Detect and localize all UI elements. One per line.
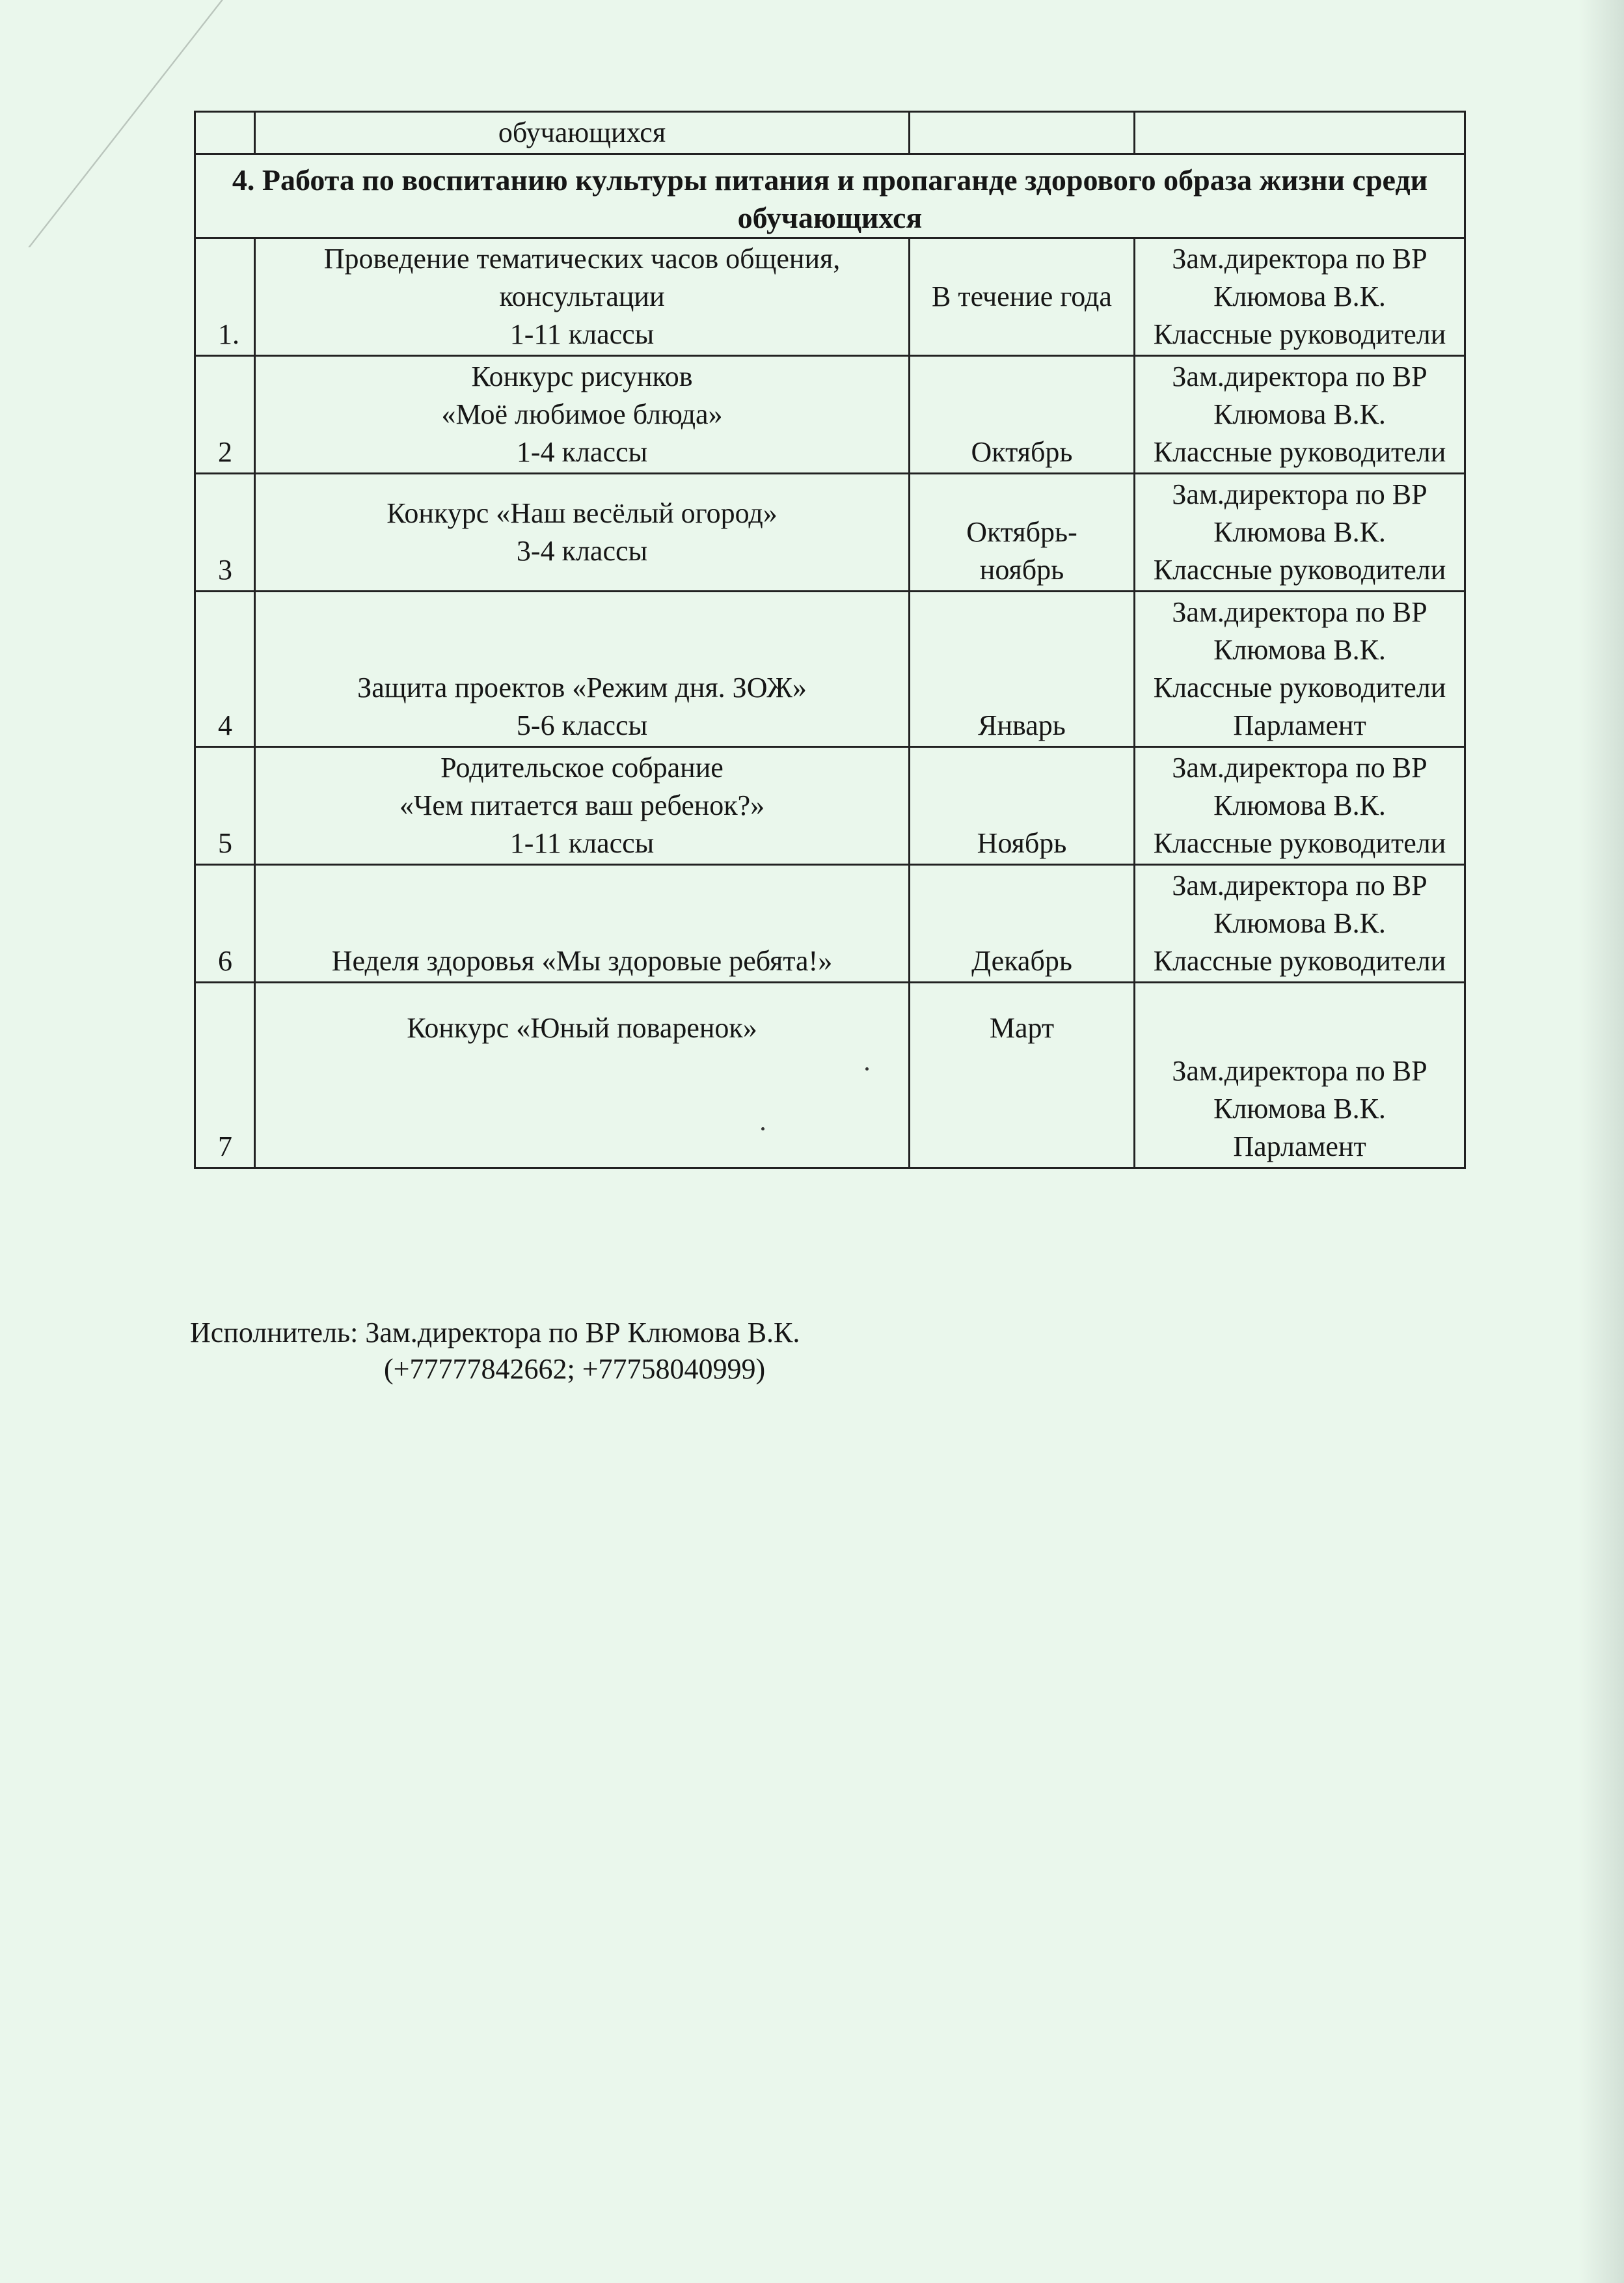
date-cell	[910, 747, 1135, 865]
scan-corner-fold	[0, 0, 223, 247]
executor-block	[190, 1315, 800, 1388]
date-cell	[910, 865, 1135, 983]
activity-line: консультации	[499, 280, 665, 312]
date-text: Декабрь	[971, 945, 1072, 977]
responsible-cell	[1135, 238, 1465, 356]
responsible-cell	[1135, 474, 1465, 592]
activity-line: Конкурс «Наш весёлый огород»	[386, 497, 778, 529]
responsible-line: Классные руководители	[1153, 554, 1446, 586]
responsible-line: Классные руководители	[1153, 827, 1446, 859]
responsible-line: Классные руководители	[1153, 672, 1446, 704]
activity-line: Неделя здоровья «Мы здоровые ребята!»	[331, 945, 833, 977]
responsible-line: Зам.директора по ВР	[1172, 596, 1428, 628]
activity-line: 1-4 классы	[516, 436, 648, 468]
activity-line: Конкурс «Юный поваренок»	[407, 1012, 757, 1044]
row-number: 5	[195, 747, 255, 865]
table-row	[195, 592, 1465, 747]
responsible-line: Клюмова В.К.	[1213, 789, 1386, 821]
activity-cell	[255, 112, 910, 154]
date-cell	[910, 983, 1135, 1168]
date-text: Январь	[978, 709, 1066, 741]
date-text: ноябрь	[979, 554, 1064, 586]
section-title: 4. Работа по воспитанию культуры питания и пропаганде здорового образа жизни среди обучающихся	[195, 154, 1465, 238]
activity-line: 5-6 классы	[516, 709, 648, 741]
responsible-cell	[1135, 112, 1465, 154]
plan-table	[194, 111, 1466, 1169]
activity-cell	[255, 983, 910, 1168]
table-row	[195, 112, 1465, 154]
responsible-line: Классные руководители	[1153, 318, 1446, 350]
activity-cell	[255, 592, 910, 747]
date-text: Октябрь-	[966, 516, 1077, 548]
scan-edge-shadow	[1578, 0, 1624, 2283]
responsible-cell	[1135, 592, 1465, 747]
section-header-row	[195, 154, 1465, 238]
date-text: Ноябрь	[977, 827, 1067, 859]
responsible-cell	[1135, 865, 1465, 983]
activity-text: обучающихся	[498, 116, 666, 148]
num-cell	[195, 112, 255, 154]
responsible-line: Зам.директора по ВР	[1172, 1055, 1428, 1087]
scan-speck	[865, 1067, 869, 1071]
table-row	[195, 356, 1465, 474]
responsible-line: Классные руководители	[1153, 945, 1446, 977]
date-cell	[910, 474, 1135, 592]
responsible-line: Зам.директора по ВР	[1172, 869, 1428, 901]
activity-cell	[255, 865, 910, 983]
responsible-line: Клюмова В.К.	[1213, 634, 1386, 666]
date-text: Октябрь	[971, 436, 1073, 468]
date-text: В течение года	[932, 280, 1112, 312]
activity-cell	[255, 356, 910, 474]
date-cell	[910, 238, 1135, 356]
row-number: 6	[195, 865, 255, 983]
responsible-cell	[1135, 356, 1465, 474]
executor-line: Исполнитель: Зам.директора по ВР Клюмова В.К.	[190, 1317, 800, 1348]
activity-line: 1-11 классы	[509, 827, 655, 859]
responsible-line: Классные руководители	[1153, 436, 1446, 468]
activity-line: «Моё любимое блюда»	[441, 398, 723, 430]
responsible-line: Клюмова В.К.	[1213, 280, 1386, 312]
table-row	[195, 474, 1465, 592]
activity-line: «Чем питается ваш ребенок?»	[399, 789, 765, 821]
responsible-cell	[1135, 983, 1465, 1168]
activity-cell	[255, 474, 910, 592]
row-number: 2	[195, 356, 255, 474]
row-number: 7	[195, 983, 255, 1168]
row-number: 1.	[195, 238, 255, 356]
date-cell	[910, 112, 1135, 154]
responsible-line: Клюмова В.К.	[1213, 516, 1386, 548]
responsible-line: Зам.директора по ВР	[1172, 361, 1428, 392]
responsible-line: Зам.директора по ВР	[1172, 752, 1428, 784]
date-cell	[910, 356, 1135, 474]
date-cell	[910, 592, 1135, 747]
activity-cell	[255, 747, 910, 865]
responsible-line: Парламент	[1233, 1130, 1366, 1162]
responsible-line: Зам.директора по ВР	[1172, 478, 1428, 510]
row-number: 3	[195, 474, 255, 592]
activity-line: 1-11 классы	[509, 318, 655, 350]
row-number: 4	[195, 592, 255, 747]
responsible-line: Зам.директора по ВР	[1172, 243, 1428, 275]
scan-speck	[761, 1127, 765, 1130]
responsible-line: Клюмова В.К.	[1213, 398, 1386, 430]
activity-line: Проведение тематических часов общения,	[323, 243, 841, 275]
activity-line: Родительское собрание	[440, 752, 724, 784]
table-row	[195, 865, 1465, 983]
activity-line: 3-4 классы	[516, 535, 648, 567]
executor-phones: (+77777842662; +77758040999)	[384, 1353, 766, 1385]
activity-line: Конкурс рисунков	[471, 361, 693, 392]
table-row	[195, 238, 1465, 356]
table-row	[195, 983, 1465, 1168]
date-text: Март	[989, 1012, 1055, 1044]
table-row	[195, 747, 1465, 865]
responsible-line: Парламент	[1233, 709, 1366, 741]
responsible-cell	[1135, 747, 1465, 865]
responsible-line: Клюмова В.К.	[1213, 1093, 1386, 1125]
activity-cell	[255, 238, 910, 356]
responsible-line: Клюмова В.К.	[1213, 907, 1386, 939]
activity-line: Защита проектов «Режим дня. ЗОЖ»	[357, 672, 807, 704]
